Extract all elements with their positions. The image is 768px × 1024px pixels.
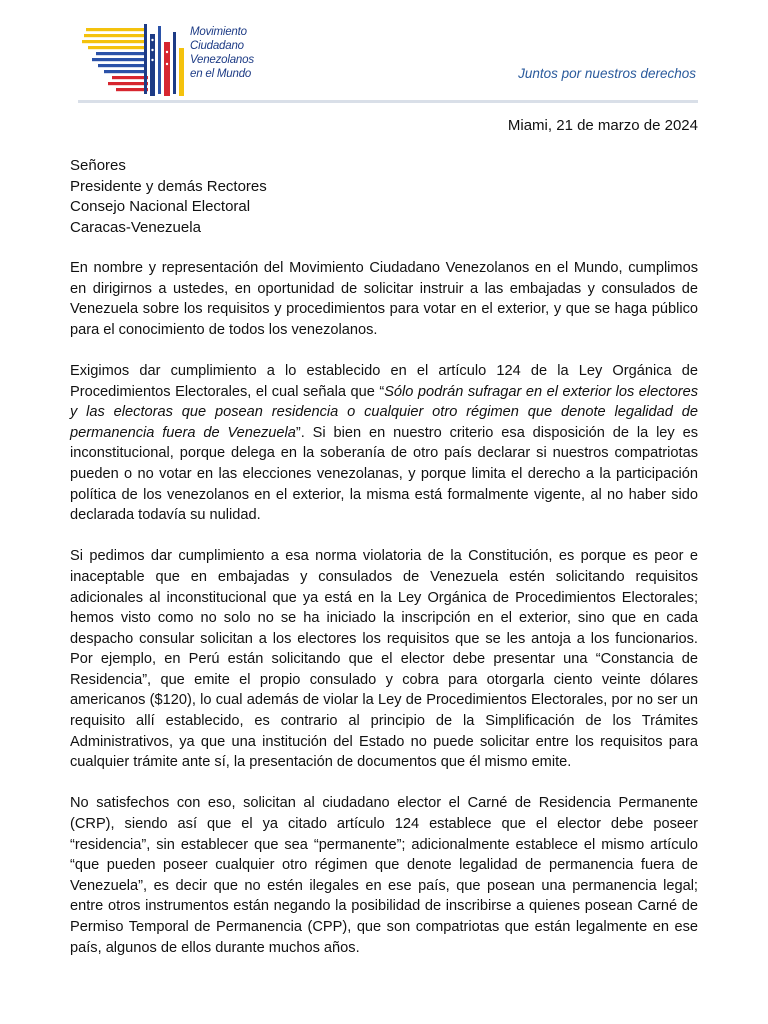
org-name (190, 25, 254, 81)
paragraph-text: Exigimos dar cumplimiento a lo establecido en el artículo 124 de la Ley Orgánica de Procedimientos Electorales, el cual señala que “ (70, 362, 698, 400)
letterhead (78, 14, 698, 104)
header-divider (78, 100, 698, 103)
recipient-line: Señores (70, 157, 126, 174)
org-name-line: Ciudadano (190, 40, 244, 52)
recipient-line: Consejo Nacional Electoral (70, 198, 251, 215)
recipient-line: Caracas-Venezuela (70, 218, 201, 236)
paragraph-article-124 (70, 361, 698, 526)
paragraph-residence-card: No satisfechos con eso, solicitan al ciudadano elector el Carné de Residencia Permanente (CRP), siendo así que el ya citado artículo 124 establece que el elector debe poseer “residencia”, sin establecer que sea “permanente”; adicionalmente establece el mismo artículo “que pueden poseer cualquier otro régimen que denote legalidad de permanencia fuera de Venezuela”, es decir que no estén ilegales en ese país, que posean una permanencia legal; entre otros instrumentos están negando la posibilidad de inscribirse a quienes posean Carné de Permiso Temporal de Permanencia (CPP), que son compatriotas que están legalmente en ese país, algunos de ellos durante muchos años. (70, 795, 698, 956)
tagline: Juntos por nuestros derechos (518, 66, 696, 81)
paragraph-intro: En nombre y representación del Movimiento Ciudadano Venezolanos en el Mundo, cumplimos en dirigirnos a ustedes, en oportunidad de solicitar instruir a las embajadas y consulados de Venezuela sobre los requisitos y procedimientos para votar en el exterior, y que se haga público para el conocimiento de todos los venezolanos. (70, 260, 698, 338)
paragraph-requirements: Si pedimos dar cumplimiento a esa norma violatoria de la Constitución, es porque es peor e inaceptable que en embajadas y consulados de Venezuela estén solicitando requisitos adicionales al inconstitucional que ya está en la Ley Orgánica de Procedimientos Electorales; hemos visto como no solo no se ha iniciado la inscripción en el exterior, sino que en cada despacho consular solicitan a los electores los requisitos que se les antoja a los funcionarios. Por ejemplo, en Perú están solicitando que el elector debe presentar una “Constancia de Residencia”, que emite el propio consulado y cobra para otorgarla ciento veinte dólares americanos ($120), lo cual además de violar la Ley de Procedimientos Electorales, por no ser un requisito allí establecido, es contrario al principio de la Simplificación de los Trámites Administrativos, ya que una institución del Estado no puede solicitar entre los requisitos para cualquier trámite ante sí, la presentación de documentos que él mismo emite. (70, 548, 698, 771)
legal-quote: Sólo podrán sufragar en el exterior los electores y las electoras que posean residencia o cualquier otro régimen que denote legalidad de permanencia fuera de Venezuela (70, 383, 699, 441)
org-name-line: Venezolanos (190, 54, 254, 66)
org-name-line: en el Mundo (190, 68, 252, 80)
letter-body (70, 258, 698, 979)
recipient-line: Presidente y demás Rectores (70, 177, 267, 195)
org-name-line: Movimiento (190, 26, 247, 38)
letter-date: Miami, 21 de marzo de 2024 (507, 117, 698, 134)
recipient-block (70, 156, 267, 238)
paragraph-text: ”. Si bien en nuestro criterio esa disposición de la ley es inconstitucional, porque delega en la soberanía de otro país declarar si nuestros compatriotas pueden o no votar en las elecciones venezolanas, y porque limita el derecho a la participación política de los venezolanos en el exterior, la misma está formalmente vigente, al no haber sido declarada todavía su nulidad. (70, 424, 699, 524)
